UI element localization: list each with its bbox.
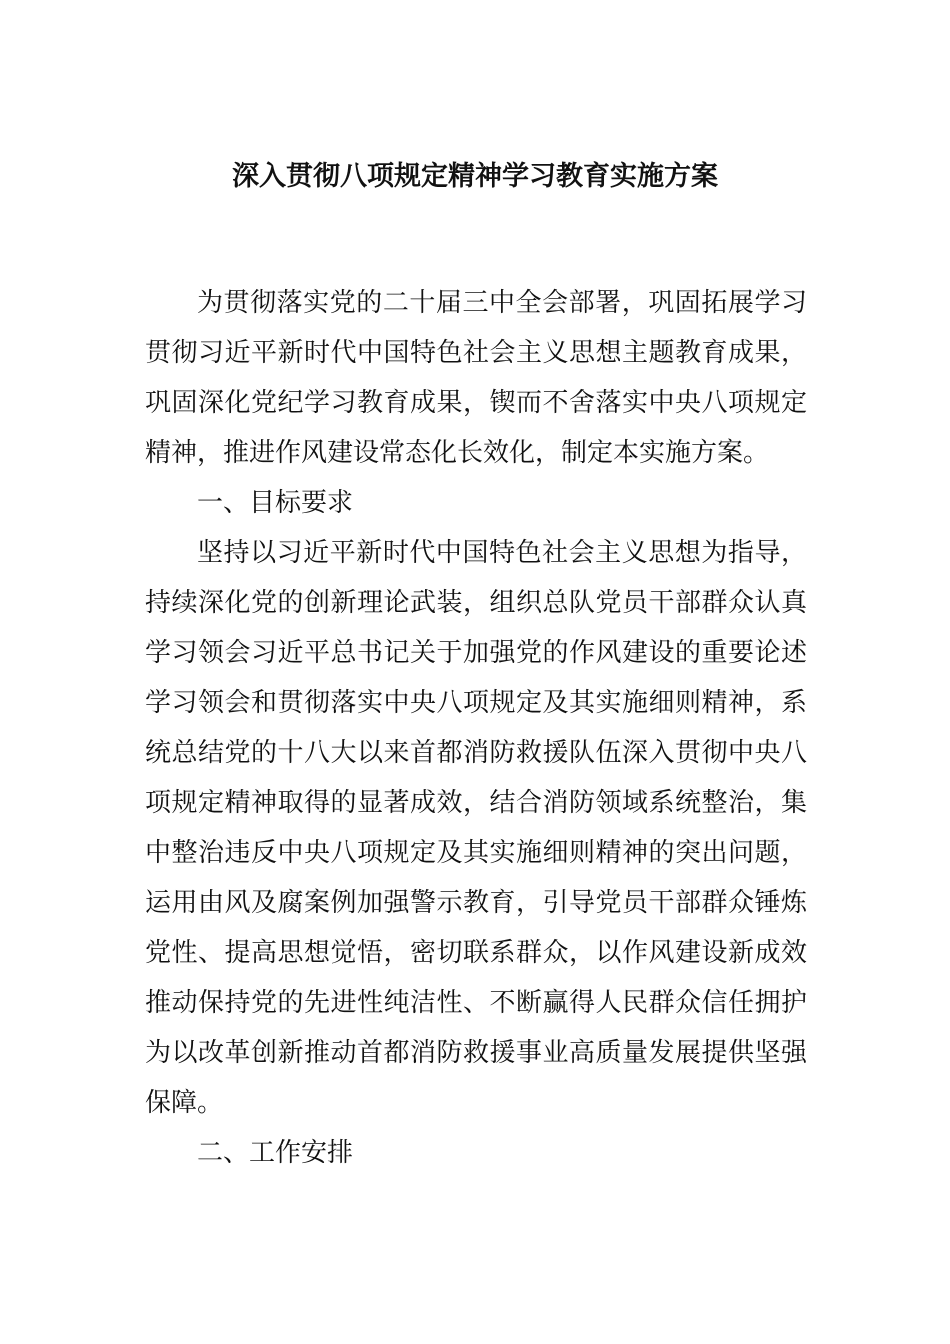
intro-paragraph: 为贯彻落实党的二十届三中全会部署，巩固拓展学习贯彻习近平新时代中国特色社会主义思想主题教育成果，巩固深化党纪学习教育成果，锲而不舍落实中央八项规定精神，推进作风建设常态化长效化，制定本实施方案。 — [145, 288, 807, 468]
section-heading-goals: 一、目标要求 — [197, 488, 354, 518]
document-body — [145, 278, 807, 1178]
goals-paragraph: 坚持以习近平新时代中国特色社会主义思想为指导，持续深化党的创新理论武装，组织总队党员干部群众认真学习领会习近平总书记关于加强党的作风建设的重要论述学习领会和贯彻落实中央八项规定及其实施细则精神，系统总结党的十八大以来首都消防救援队伍深入贯彻中央八项规定精神取得的显著成效，结合消防领域系统整治，集中整治违反中央八项规定及其实施细则精神的突出问题，运用由风及腐案例加强警示教育，引导党员干部群众锤炼党性、提高思想觉悟，密切联系群众，以作风建设新成效推动保持党的先进性纯洁性、不断赢得人民群众信任拥护为以改革创新推动首都消防救援事业高质量发展提供坚强保障。 — [145, 538, 807, 1118]
section-heading-arrangements: 二、工作安排 — [197, 1138, 354, 1168]
document-title: 深入贯彻八项规定精神学习教育实施方案 — [232, 161, 718, 192]
